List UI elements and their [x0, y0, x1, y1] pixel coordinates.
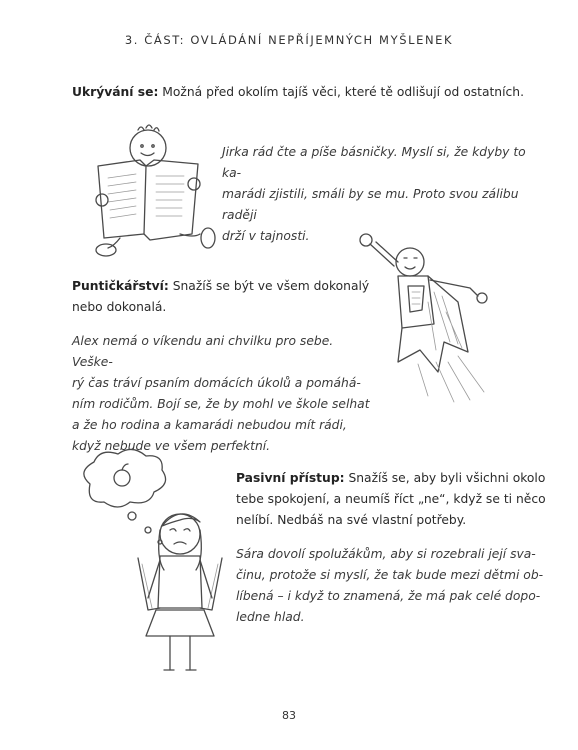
passive-text: Snažíš se, aby byli všichni okolo — [344, 471, 546, 485]
passive-text: tebe spokojení, a neumíš říct „ne“, když se ti něco — [236, 492, 546, 506]
passive-story — [236, 544, 546, 628]
hiding-text: Možná před okolím tajíš věci, které tě odlišují od ostatních. — [158, 85, 524, 99]
hiding-term: Ukrývání se: — [72, 85, 159, 99]
chapter-header: 3. ČÁST: OVLÁDÁNÍ NEPŘÍJEMNÝCH MYŠLENEK — [124, 33, 454, 47]
perfectionism-story-line: když nebude ve všem perfektní. — [72, 439, 271, 453]
page-number: 83 — [282, 709, 296, 722]
passive-term: Pasivní přístup: — [236, 471, 345, 485]
sad-girl-with-backpack-illustration — [72, 448, 232, 678]
hiding-story-line: drží v tajnosti. — [222, 229, 310, 243]
perfectionism-story-line: ním rodičům. Bojí se, že by mohl ve škole selhat — [72, 397, 370, 411]
perfectionism-story-line: rý čas tráví psaním domácích úkolů a pomáhá- — [72, 376, 361, 390]
boy-flying-superhero-illustration — [358, 232, 508, 412]
perfectionism-paragraph — [72, 276, 372, 318]
perfectionism-story — [72, 331, 372, 457]
passive-paragraph — [236, 468, 546, 531]
perfectionism-story-line: a že ho rodina a kamarádi nebudou mít rádi, — [72, 418, 347, 432]
passive-story-line: činu, protože si myslí, že tak bude mezi dětmi ob- — [236, 568, 544, 582]
perfectionism-story-line: Alex nemá o víkendu ani chvilku pro sebe. Veške- — [72, 334, 334, 369]
perfectionism-text: nebo dokonalá. — [72, 300, 167, 314]
hiding-story-line: Jirka rád čte a píše básničky. Myslí si, že kdyby to ka- — [222, 145, 526, 180]
perfectionism-text: Snažíš se být ve všem dokonalý — [168, 279, 370, 293]
hiding-paragraph — [72, 82, 532, 103]
passive-story-line: Sára dovolí spolužákům, aby si rozebrali její sva- — [236, 547, 536, 561]
boy-reading-newspaper-illustration — [80, 122, 230, 262]
passive-story-line: ledne hlad. — [236, 610, 305, 624]
passive-text: nelíbí. Nedbáš na své vlastní potřeby. — [236, 513, 467, 527]
perfectionism-term: Puntičkářství: — [72, 279, 169, 293]
hiding-story-line: marádi zjistili, smáli by se mu. Proto svou zálibu raději — [222, 187, 519, 222]
passive-story-line: líbená – i když to znamená, že má pak celé dopo- — [236, 589, 541, 603]
